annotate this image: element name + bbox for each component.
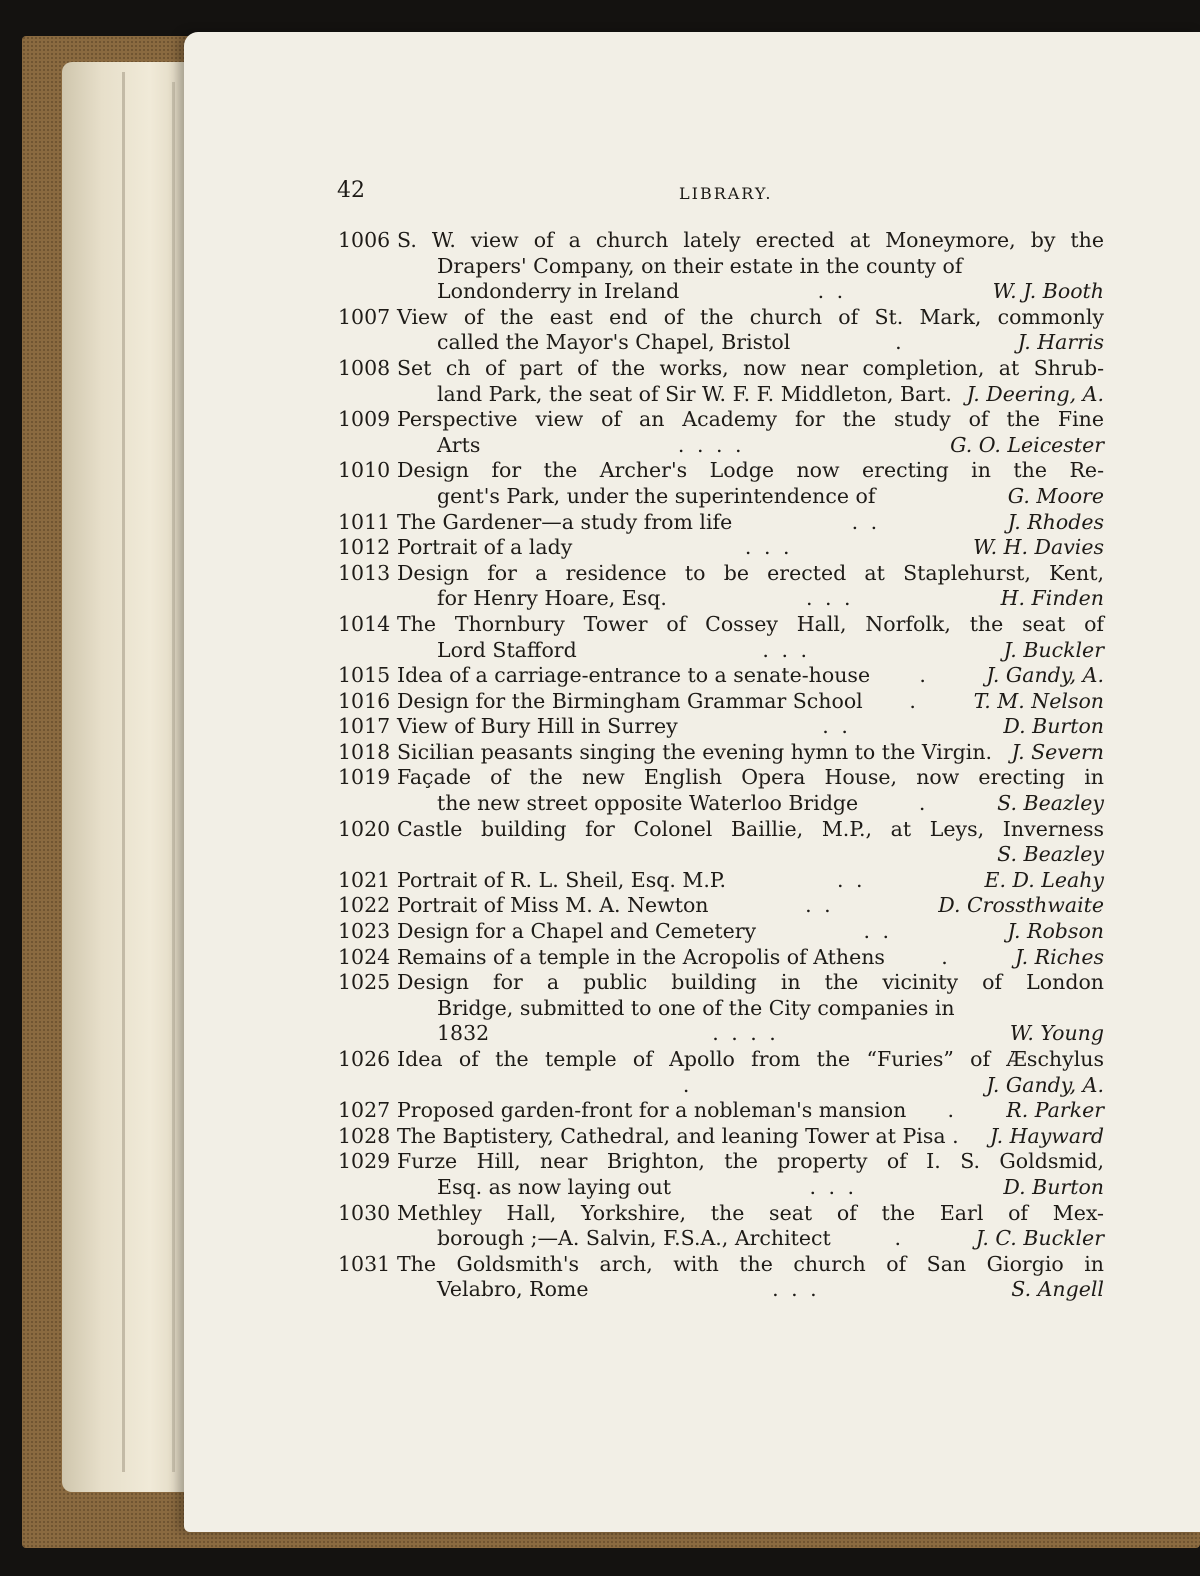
catalogue-entry (338, 535, 1104, 561)
leader-dots: . . . (762, 637, 810, 662)
catalogue-entry (338, 356, 1104, 407)
artist-name: J. Gandy, A. (986, 1072, 1104, 1097)
entry-number: 1026 (338, 1047, 391, 1071)
entry-text: borough ;—A. Salvin, F.S.A., Architect (437, 1226, 831, 1251)
entry-body (397, 356, 1104, 407)
entry-text: Set ch of part of the works, now near completion, at Shrub- (397, 355, 1104, 380)
leader-dots: . . (863, 919, 893, 944)
entry-text: Esq. as now laying out (437, 1174, 672, 1199)
entry-final-line (397, 945, 1104, 971)
page-content (184, 32, 1200, 1532)
entry-body (397, 1124, 1104, 1150)
catalogue-entry (338, 1124, 1104, 1150)
entry-text: Design for the Archer's Lodge now erecting in the Re- (397, 458, 1104, 483)
entry-body (397, 535, 1104, 561)
entry-body (397, 1047, 1104, 1098)
entry-number: 1007 (338, 304, 391, 329)
entry-line (397, 765, 1104, 791)
entry-final-line (397, 433, 1104, 459)
entry-number: 1011 (338, 509, 391, 534)
entry-text: the new street opposite Waterloo Bridge (437, 791, 859, 816)
entry-text: gent's Park, under the superintendence of (437, 483, 876, 508)
catalogue-entry (338, 1149, 1104, 1200)
entry-body (397, 407, 1104, 458)
entry-final-line (397, 868, 1104, 894)
entry-text: The Thornbury Tower of Cossey Hall, Norfolk, the seat of (397, 611, 1104, 636)
entry-text: for Henry Hoare, Esq. (437, 586, 667, 611)
entry-text: Idea of the temple of Apollo from the “Furies” of Æschylus (397, 1047, 1104, 1071)
entry-line (397, 458, 1104, 484)
artist-name: W. H. Davies (973, 535, 1104, 560)
entry-final-line (397, 484, 1104, 510)
catalogue-entries (338, 228, 1104, 1303)
leader-dots: . . . (772, 1277, 820, 1302)
entry-number: 1019 (338, 765, 391, 790)
leader-dots: . . (822, 714, 851, 739)
entry-line (397, 254, 1104, 280)
entry-text: Design for a residence to be erected at Staplehurst, Kent, (397, 560, 1104, 585)
entry-text: Façade of the new English Opera House, now erecting in (397, 765, 1104, 790)
artist-name: J. Riches (1015, 944, 1104, 969)
entry-text: Design for a public building in the vicinity of London (397, 970, 1104, 995)
catalogue-entry (338, 919, 1104, 945)
entry-number: 1029 (338, 1149, 391, 1174)
catalogue-entry (338, 228, 1104, 305)
entry-final-line (397, 1021, 1104, 1047)
entry-body (397, 868, 1104, 894)
catalogue-entry (338, 1098, 1104, 1124)
entry-text: The Baptistery, Cathedral, and leaning Tower at Pisa . (397, 1123, 959, 1148)
entry-final-line (397, 1124, 1104, 1150)
entry-number: 1008 (338, 355, 391, 380)
leader-dots: . . (851, 509, 881, 534)
entry-final-line (397, 330, 1104, 356)
catalogue-entry (338, 510, 1104, 536)
entry-body (397, 689, 1104, 715)
entry-body (397, 893, 1104, 919)
entry-line (397, 996, 1104, 1022)
entry-final-line (397, 1175, 1104, 1201)
entry-final-line (397, 382, 1104, 408)
entry-line (397, 356, 1104, 382)
entry-final-line (397, 638, 1104, 664)
leader-dots: . (941, 944, 951, 969)
artist-name: E. D. Leahy (984, 867, 1104, 892)
entry-body (397, 1252, 1104, 1303)
entry-text: Portrait of Miss M. A. Newton (397, 893, 709, 918)
leader-dots: . . (817, 279, 847, 304)
entry-number: 1006 (338, 228, 391, 252)
entry-final-line (397, 663, 1104, 689)
entry-body (397, 740, 1104, 766)
artist-name: T. M. Nelson (973, 688, 1104, 713)
entry-text: Londonderry in Ireland (437, 279, 680, 304)
catalogue-entry (338, 765, 1104, 816)
entry-final-line (397, 1277, 1104, 1303)
entry-body (397, 1149, 1104, 1200)
entry-body (397, 663, 1104, 689)
entry-final-line (397, 1226, 1104, 1252)
leader-dots: . (895, 330, 905, 355)
entry-text: Velabro, Rome (437, 1277, 589, 1302)
entry-body (397, 305, 1104, 356)
entry-number: 1009 (338, 407, 391, 432)
entry-body (397, 765, 1104, 816)
running-head: LIBRARY. (679, 184, 773, 203)
entry-body (397, 228, 1104, 305)
entry-number: 1024 (338, 944, 391, 969)
entry-line (397, 970, 1104, 996)
entry-number: 1017 (338, 714, 391, 739)
artist-name: G. Moore (1007, 483, 1104, 508)
entry-text: Methley Hall, Yorkshire, the seat of the Earl of Mex- (397, 1200, 1104, 1225)
entry-number: 1022 (338, 893, 391, 918)
entry-line (397, 1047, 1104, 1073)
entry-text: View of the east end of the church of St. Mark, commonly (397, 304, 1104, 329)
entry-text: land Park, the seat of Sir W. F. F. Middleton, Bart. (437, 381, 952, 406)
entry-text: Drapers' Company, on their estate in the county of (437, 253, 963, 278)
entry-final-line (397, 714, 1104, 740)
entry-number: 1028 (338, 1123, 391, 1148)
artist-name: J. Severn (1011, 739, 1104, 764)
entry-text: The Gardener—a study from life (397, 509, 733, 534)
artist-name: S. Beazley (997, 842, 1104, 867)
entry-text: Design for a Chapel and Cemetery (397, 919, 757, 944)
entry-text: View of Bury Hill in Surrey (397, 714, 678, 739)
leader-dots: . . (805, 893, 834, 918)
entry-text: Arts (437, 432, 481, 457)
entry-body (397, 919, 1104, 945)
entry-number: 1020 (338, 816, 391, 841)
entry-text: 1832 (437, 1021, 490, 1046)
catalogue-entry (338, 714, 1104, 740)
catalogue-entry (338, 1047, 1104, 1098)
entry-final-line (397, 740, 1104, 766)
entry-line (397, 1252, 1104, 1278)
entry-body (397, 1098, 1104, 1124)
entry-number: 1031 (338, 1251, 391, 1276)
leader-dots: . . . (809, 1174, 858, 1199)
entry-final-line (397, 791, 1104, 817)
artist-name: J. Harris (1017, 330, 1104, 355)
catalogue-entry (338, 612, 1104, 663)
entry-text: Portrait of a lady (397, 535, 573, 560)
entry-number: 1014 (338, 611, 391, 636)
page-number: 42 (337, 178, 365, 203)
entry-body (397, 970, 1104, 1047)
entry-text: Proposed garden-front for a nobleman's mansion (397, 1098, 907, 1123)
entry-body (397, 612, 1104, 663)
leader-dots: . (919, 663, 929, 688)
entry-line (397, 1201, 1104, 1227)
artist-name: D. Burton (1003, 714, 1104, 739)
book-page (184, 32, 1200, 1532)
entry-number: 1021 (338, 867, 391, 892)
artist-name: J. Gandy, A. (986, 663, 1104, 688)
artist-name: J. Deering, A. (966, 381, 1104, 406)
catalogue-entry (338, 945, 1104, 971)
catalogue-entry (338, 663, 1104, 689)
catalogue-entry (338, 561, 1104, 612)
entry-final-line (397, 1098, 1104, 1124)
artist-name: J. Rhodes (1007, 509, 1104, 534)
entry-text: S. W. view of a church lately erected at Moneymore, by the (397, 228, 1104, 252)
entry-final-line (397, 689, 1104, 715)
catalogue-entry (338, 458, 1104, 509)
leader-dots: . (918, 791, 929, 816)
entry-text: Portrait of R. L. Sheil, Esq. M.P. (397, 867, 727, 892)
entry-line (397, 305, 1104, 331)
entry-final-line (397, 893, 1104, 919)
entry-text: The Goldsmith's arch, with the church of San Giorgio in (397, 1251, 1104, 1276)
entry-text: Sicilian peasants singing the evening hymn to the Virgin. (397, 739, 993, 764)
entry-body (397, 1201, 1104, 1252)
artist-name: H. Finden (1000, 586, 1104, 611)
catalogue-entry (338, 740, 1104, 766)
leader-dots: . (682, 1072, 693, 1097)
entry-text: Castle building for Colonel Baillie, M.P., at Leys, Inverness (397, 816, 1104, 841)
entry-number: 1012 (338, 535, 391, 560)
entry-final-line (397, 510, 1104, 536)
artist-name: S. Beazley (997, 791, 1104, 816)
entry-final-line (397, 1073, 1104, 1099)
entry-final-line (397, 586, 1104, 612)
artist-name: J. Buckler (1003, 637, 1104, 662)
entry-number: 1015 (338, 663, 391, 688)
entry-line (397, 228, 1104, 254)
leader-dots: . . (837, 867, 866, 892)
catalogue-entry (338, 970, 1104, 1047)
entry-text: Lord Stafford (437, 637, 577, 662)
catalogue-entry (338, 305, 1104, 356)
entry-text: Design for the Birmingham Grammar School (397, 688, 863, 713)
catalogue-entry (338, 893, 1104, 919)
entry-number: 1023 (338, 919, 391, 944)
artist-name: J. Robson (1007, 919, 1104, 944)
entry-line (397, 1149, 1104, 1175)
entry-text: Remains of a temple in the Acropolis of Athens (397, 944, 885, 969)
entry-number: 1013 (338, 560, 391, 585)
entry-number: 1010 (338, 458, 391, 483)
leader-dots: . . . (744, 535, 793, 560)
catalogue-entry (338, 868, 1104, 894)
entry-final-line (397, 279, 1104, 305)
catalogue-entry (338, 689, 1104, 715)
leader-dots: . . . . (712, 1021, 779, 1046)
catalogue-entry (338, 407, 1104, 458)
entry-body (397, 817, 1104, 868)
entry-text: Perspective view of an Academy for the study of the Fine (397, 407, 1104, 432)
entry-final-line (397, 919, 1104, 945)
leader-dots: . . . (805, 586, 854, 611)
catalogue-entry (338, 817, 1104, 868)
entry-line (397, 612, 1104, 638)
entry-body (397, 561, 1104, 612)
catalogue-entry (338, 1201, 1104, 1252)
entry-body (397, 510, 1104, 536)
entry-text: Idea of a carriage-entrance to a senate-house (397, 663, 871, 688)
entry-number: 1018 (338, 739, 391, 764)
leader-dots: . (947, 1098, 958, 1123)
entry-text: called the Mayor's Chapel, Bristol (437, 330, 791, 355)
leader-dots: . (894, 1226, 904, 1251)
entry-text: Bridge, submitted to one of the City companies in (437, 995, 955, 1020)
entry-body (397, 458, 1104, 509)
artist-name: D. Burton (1003, 1174, 1104, 1199)
artist-name: W. J. Booth (992, 279, 1104, 304)
artist-name: S. Angell (1011, 1277, 1104, 1302)
entry-number: 1027 (338, 1098, 391, 1123)
artist-name: D. Crossthwaite (938, 893, 1104, 918)
entry-text: Furze Hill, near Brighton, the property of I. S. Goldsmid, (397, 1149, 1104, 1174)
entry-number: 1030 (338, 1200, 391, 1225)
artist-name: G. O. Leicester (950, 432, 1104, 457)
entry-line (397, 561, 1104, 587)
artist-name: R. Parker (1006, 1098, 1104, 1123)
entry-body (397, 714, 1104, 740)
leader-dots: . . . . (677, 432, 745, 457)
leader-dots: . (909, 688, 919, 713)
artist-name: J. Hayward (989, 1123, 1104, 1148)
catalogue-entry (338, 1252, 1104, 1303)
artist-name: J. C. Buckler (975, 1226, 1104, 1251)
artist-name: W. Young (1009, 1021, 1104, 1046)
entry-line (397, 407, 1104, 433)
entry-final-line (397, 842, 1104, 868)
entry-number: 1025 (338, 970, 391, 995)
entry-body (397, 945, 1104, 971)
entry-final-line (397, 535, 1104, 561)
entry-number: 1016 (338, 688, 391, 713)
entry-line (397, 817, 1104, 843)
